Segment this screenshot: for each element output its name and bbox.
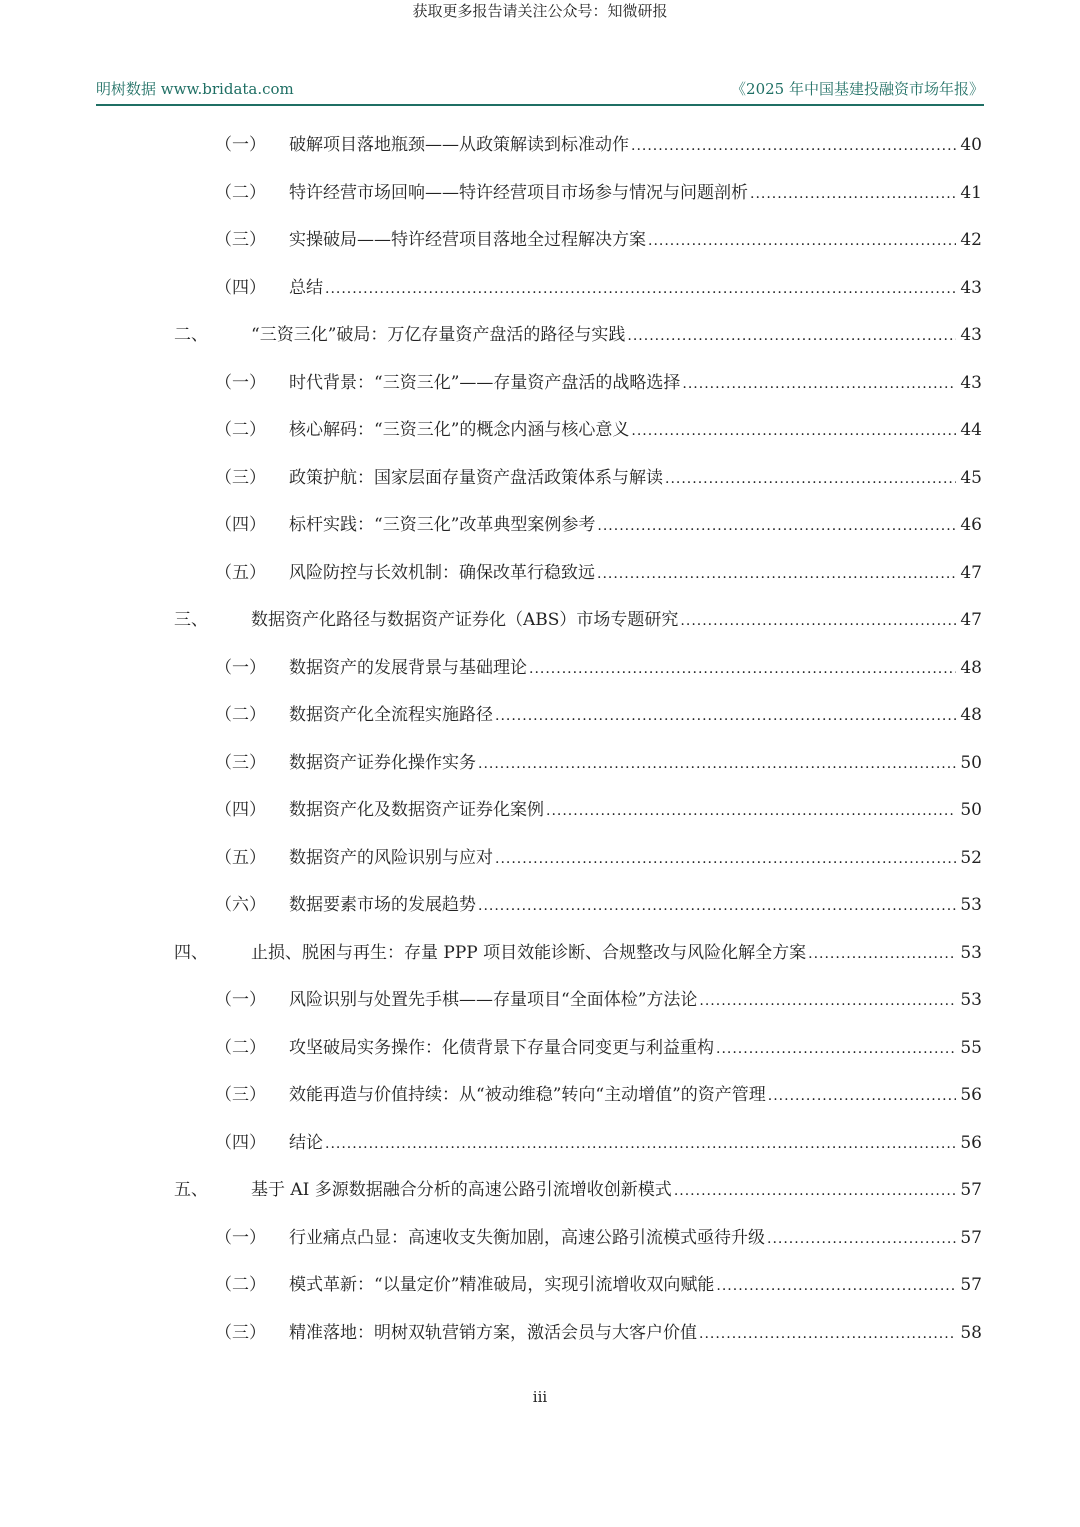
toc-entry-title: 模式革新：“以量定价”精准破局，实现引流增收双向赋能 <box>289 1275 715 1295</box>
toc-entry-page: 50 <box>960 800 982 820</box>
toc-chapter-entry[interactable] <box>174 320 982 350</box>
toc-dot-leader <box>627 321 956 351</box>
toc-entry-title: 数据资产化全流程实施路径 <box>289 705 493 725</box>
toc-entry-title: 实操破局——特许经营项目落地全过程解决方案 <box>289 230 646 250</box>
toc-entry-page: 43 <box>960 278 982 298</box>
toc-entry-number: （三） <box>215 1323 266 1343</box>
toc-entry-number: （六） <box>215 895 266 915</box>
toc-dot-leader <box>768 1081 957 1111</box>
toc-entry-title: 行业痛点凸显：高速收支失衡加剧，高速公路引流模式亟待升级 <box>289 1228 765 1248</box>
toc-dot-leader <box>478 749 956 779</box>
toc-section-entry[interactable] <box>215 700 982 730</box>
toc-dot-leader <box>716 1034 956 1064</box>
toc-entry-page: 57 <box>960 1275 982 1295</box>
toc-dot-leader <box>674 1176 957 1206</box>
toc-entry-number: （五） <box>215 848 266 868</box>
toc-entry-page: 46 <box>960 515 982 535</box>
toc-entry-number: （二） <box>215 183 266 203</box>
toc-dot-leader <box>716 1271 956 1301</box>
toc-entry-title: 结论 <box>289 1133 323 1153</box>
toc-entry-page: 42 <box>960 230 982 250</box>
toc-section-entry[interactable] <box>215 1128 982 1158</box>
header-report-title: 《2025 年中国基建投融资市场年报》 <box>731 80 984 98</box>
toc-entry-title: 效能再造与价值持续：从“被动维稳”转向“主动增值”的资产管理 <box>289 1085 766 1105</box>
toc-entry-number: 二、 <box>174 325 208 345</box>
toc-section-entry[interactable] <box>215 795 982 825</box>
toc-entry-title: 总结 <box>289 278 323 298</box>
toc-entry-page: 47 <box>960 563 982 583</box>
toc-entry-page: 55 <box>960 1038 982 1058</box>
toc-dot-leader <box>631 416 956 446</box>
toc-section-entry[interactable] <box>215 1033 982 1063</box>
toc-entry-title: 数据资产化路径与数据资产证券化（ABS）市场专题研究 <box>251 610 679 630</box>
toc-entry-page: 47 <box>960 610 982 630</box>
toc-section-entry[interactable] <box>215 463 982 493</box>
toc-dot-leader <box>597 511 956 541</box>
toc-entry-number: （一） <box>215 658 266 678</box>
toc-entry-title: 攻坚破局实务操作：化债背景下存量合同变更与利益重构 <box>289 1038 714 1058</box>
toc-entry-number: （四） <box>215 1133 266 1153</box>
toc-section-entry[interactable] <box>215 558 982 588</box>
toc-entry-title: 时代背景：“三资三化”——存量资产盘活的战略选择 <box>289 373 681 393</box>
toc-entry-number: （一） <box>215 373 266 393</box>
toc-entry-page: 44 <box>960 420 982 440</box>
toc-entry-page: 45 <box>960 468 982 488</box>
header-site: 明树数据 www.bridata.com <box>96 80 294 98</box>
toc-entry-number: （三） <box>215 1085 266 1105</box>
toc-section-entry[interactable] <box>215 1080 982 1110</box>
toc-dot-leader <box>325 274 956 304</box>
toc-entry-number: （四） <box>215 515 266 535</box>
toc-entry-number: （一） <box>215 135 266 155</box>
toc-entry-page: 56 <box>960 1085 982 1105</box>
toc-section-entry[interactable] <box>215 653 982 683</box>
toc-entry-title: 基于 AI 多源数据融合分析的高速公路引流增收创新模式 <box>251 1180 672 1200</box>
toc-section-entry[interactable] <box>215 748 982 778</box>
toc-dot-leader <box>529 654 956 684</box>
toc-dot-leader <box>478 891 956 921</box>
toc-entry-title: 标杆实践：“三资三化”改革典型案例参考 <box>289 515 596 535</box>
toc-entry-number: （二） <box>215 1275 266 1295</box>
toc-entry-number: （四） <box>215 278 266 298</box>
toc-dot-leader <box>699 986 956 1016</box>
toc-entry-title: 止损、脱困与再生：存量 PPP 项目效能诊断、合规整改与风险化解全方案 <box>251 943 807 963</box>
toc-entry-number: （一） <box>215 1228 266 1248</box>
toc-entry-page: 57 <box>960 1180 982 1200</box>
top-banner: 获取更多报告请关注公众号：知微研报 <box>412 2 668 20</box>
toc-entry-title: 数据资产的风险识别与应对 <box>289 848 493 868</box>
toc-entry-title: 数据资产的发展背景与基础理论 <box>289 658 527 678</box>
toc-section-entry[interactable] <box>215 1270 982 1300</box>
toc-entry-page: 53 <box>960 943 982 963</box>
toc-entry-number: （一） <box>215 990 266 1010</box>
toc-section-entry[interactable] <box>215 178 982 208</box>
toc-chapter-entry[interactable] <box>174 605 982 635</box>
toc-entry-title: 风险防控与长效机制：确保改革行稳致远 <box>289 563 595 583</box>
toc-entry-number: 三、 <box>174 610 208 630</box>
toc-section-entry[interactable] <box>215 273 982 303</box>
toc-entry-number: （二） <box>215 705 266 725</box>
toc-section-entry[interactable] <box>215 890 982 920</box>
toc-dot-leader <box>665 464 956 494</box>
toc-dot-leader <box>495 844 956 874</box>
toc-entry-page: 43 <box>960 373 982 393</box>
toc-entry-page: 52 <box>960 848 982 868</box>
toc-dot-leader <box>808 939 956 969</box>
toc-dot-leader <box>648 226 956 256</box>
toc-entry-title: 政策护航：国家层面存量资产盘活政策体系与解读 <box>289 468 663 488</box>
toc-section-entry[interactable] <box>215 985 982 1015</box>
toc-entry-title: 核心解码：“三资三化”的概念内涵与核心意义 <box>289 420 630 440</box>
toc-entry-title: 特许经营市场回响——特许经营项目市场参与情况与问题剖析 <box>289 183 748 203</box>
toc-entry-title: “三资三化”破局：万亿存量资产盘活的路径与实践 <box>251 325 626 345</box>
toc-section-entry[interactable] <box>215 130 982 160</box>
toc-dot-leader <box>495 701 956 731</box>
toc-chapter-entry[interactable] <box>174 938 982 968</box>
toc-entry-page: 57 <box>960 1228 982 1248</box>
toc-dot-leader <box>682 369 956 399</box>
toc-dot-leader <box>325 1129 956 1159</box>
toc-entry-number: 四、 <box>174 943 208 963</box>
toc-entry-number: （二） <box>215 1038 266 1058</box>
toc-entry-page: 53 <box>960 990 982 1010</box>
toc-entry-title: 风险识别与处置先手棋——存量项目“全面体检”方法论 <box>289 990 698 1010</box>
toc-entry-page: 48 <box>960 705 982 725</box>
toc-dot-leader <box>680 606 956 636</box>
toc-dot-leader <box>597 559 956 589</box>
toc-section-entry[interactable] <box>215 415 982 445</box>
toc-section-entry[interactable] <box>215 368 982 398</box>
toc-entry-title: 精准落地：明树双轨营销方案，激活会员与大客户价值 <box>289 1323 697 1343</box>
toc-entry-title: 破解项目落地瓶颈——从政策解读到标准动作 <box>289 135 629 155</box>
toc-entry-title: 数据要素市场的发展趋势 <box>289 895 476 915</box>
toc-dot-leader <box>699 1319 956 1349</box>
toc-entry-number: （三） <box>215 753 266 773</box>
toc-section-entry[interactable] <box>215 1223 982 1253</box>
toc-entry-page: 43 <box>960 325 982 345</box>
toc-chapter-entry[interactable] <box>174 1175 982 1205</box>
toc-section-entry[interactable] <box>215 225 982 255</box>
toc-entry-page: 58 <box>960 1323 982 1343</box>
toc-entry-page: 50 <box>960 753 982 773</box>
toc-entry-page: 41 <box>960 183 982 203</box>
toc-entry-page: 48 <box>960 658 982 678</box>
page-header <box>96 78 984 104</box>
toc-section-entry[interactable] <box>215 843 982 873</box>
toc-entry-page: 40 <box>960 135 982 155</box>
header-divider <box>96 104 984 106</box>
toc-dot-leader <box>750 179 956 209</box>
toc-entry-number: 五、 <box>174 1180 208 1200</box>
toc-entry-number: （四） <box>215 800 266 820</box>
toc-entry-number: （三） <box>215 230 266 250</box>
toc-section-entry[interactable] <box>215 510 982 540</box>
toc-section-entry[interactable] <box>215 1318 982 1348</box>
toc-dot-leader <box>767 1224 956 1254</box>
toc-entry-page: 56 <box>960 1133 982 1153</box>
toc-entry-title: 数据资产证券化操作实务 <box>289 753 476 773</box>
toc-entry-number: （三） <box>215 468 266 488</box>
toc-entry-page: 53 <box>960 895 982 915</box>
toc-entry-number: （二） <box>215 420 266 440</box>
toc-entry-title: 数据资产化及数据资产证券化案例 <box>289 800 544 820</box>
page-number: iii <box>532 1388 548 1406</box>
toc-entry-number: （五） <box>215 563 266 583</box>
toc-dot-leader <box>546 796 956 826</box>
toc-dot-leader <box>631 131 956 161</box>
